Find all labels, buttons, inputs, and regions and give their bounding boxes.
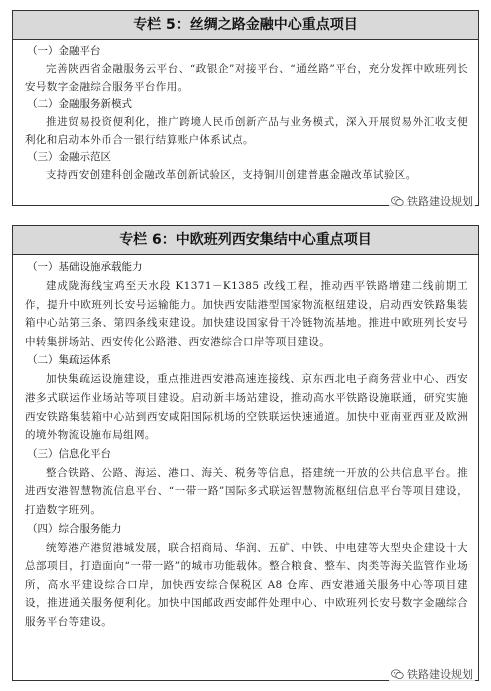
section-text: 整合铁路、公路、海运、港口、海关、税务等信息，搭建统一开放的公共信息平台。推进西安港智慧物流信息平台、“一带一路”国际多式联运智慧物流枢纽信息平台等项目建设，打造数字班列。 [25, 466, 468, 516]
section-text: 统筹港产港贸港城发展，联合招商局、华润、五矿、中铁、中电建等大型央企建设十大总部项目，打造面向“一带一路”的城市功能载体。整合粮食、整车、肉类等海关监管作业场所，高水平建设综合口岸，加快西安综合保税区 A8 仓库、西安港通关服务中心等项目建设，推进通关服务便利化。加快中国邮政西安邮件处理中心、中欧班列长安号数字金融综合服务平台等建设。 [25, 541, 468, 628]
section-heading: （四）综合服务能力 [27, 522, 122, 535]
section-heading: （三）金融示范区 [27, 151, 111, 163]
wechat-icon [391, 669, 404, 680]
section-heading: （二）集疏运体系 [27, 354, 111, 367]
section-text: 完善陕西省金融服务云平台、“政银企”对接平台、“通丝路”平台，充分发挥中欧班列长安号数字金融综合服务平台作用。 [25, 63, 468, 93]
column-title: 专栏 6：中欧班列西安集结中心重点项目 [13, 226, 478, 255]
section-heading: （一）金融平台 [27, 45, 101, 57]
column-content [13, 40, 478, 184]
section-text: 建成陇海线宝鸡至天水段 K1371－K1385 改线工程，推动西平铁路增建二线前期工作，提升中欧班列长安号运输能力。加快西安陆港型国家物流枢纽建设，启动西安铁路集装箱中心站第三条、第四条线束建设。加快建设国家骨干冷链物流基地。推进中欧班列长安号中转集拼场站、西安传化公路港、西安港综合口岸等项目建设。 [25, 280, 468, 348]
section-text: 推进贸易投资便利化，推广跨境人民币创新产品与业务模式，深入开展贸易外汇收支便利化和启动本外币合一银行结算账户体系试点。 [25, 116, 468, 146]
watermark-text: 铁路建设规划 [407, 195, 473, 208]
watermark [389, 193, 475, 209]
watermark-text: 铁路建设规划 [407, 668, 473, 681]
section-heading: （三）信息化平台 [27, 447, 111, 460]
section-text: 加快集疏运设施建设，重点推进西安港高速连接线、京东西北电子商务营业中心、西安港多式联运作业场站等项目建设。启动新丰场站建设，推动高水平铁路设施联通，研究实施西安铁路集装箱中心站到西安咸阳国际机场的空铁联运快速通道。加快中亚南亚西亚及欧洲的境外物流设施布局组网。 [25, 373, 468, 442]
column-content [13, 255, 478, 632]
watermark [389, 666, 475, 682]
section-text: 支持西安创建科创金融改革创新试验区，支持铜川创建普惠金融改革试验区。 [46, 169, 417, 181]
section-heading: （一）基础设施承载能力 [27, 261, 143, 273]
section-heading: （二）金融服务新模式 [27, 98, 132, 110]
column-title: 专栏 5：丝绸之路金融中心重点项目 [13, 11, 478, 40]
wechat-icon [391, 196, 404, 207]
column-box-5 [12, 10, 479, 206]
column-box-6 [12, 225, 479, 681]
